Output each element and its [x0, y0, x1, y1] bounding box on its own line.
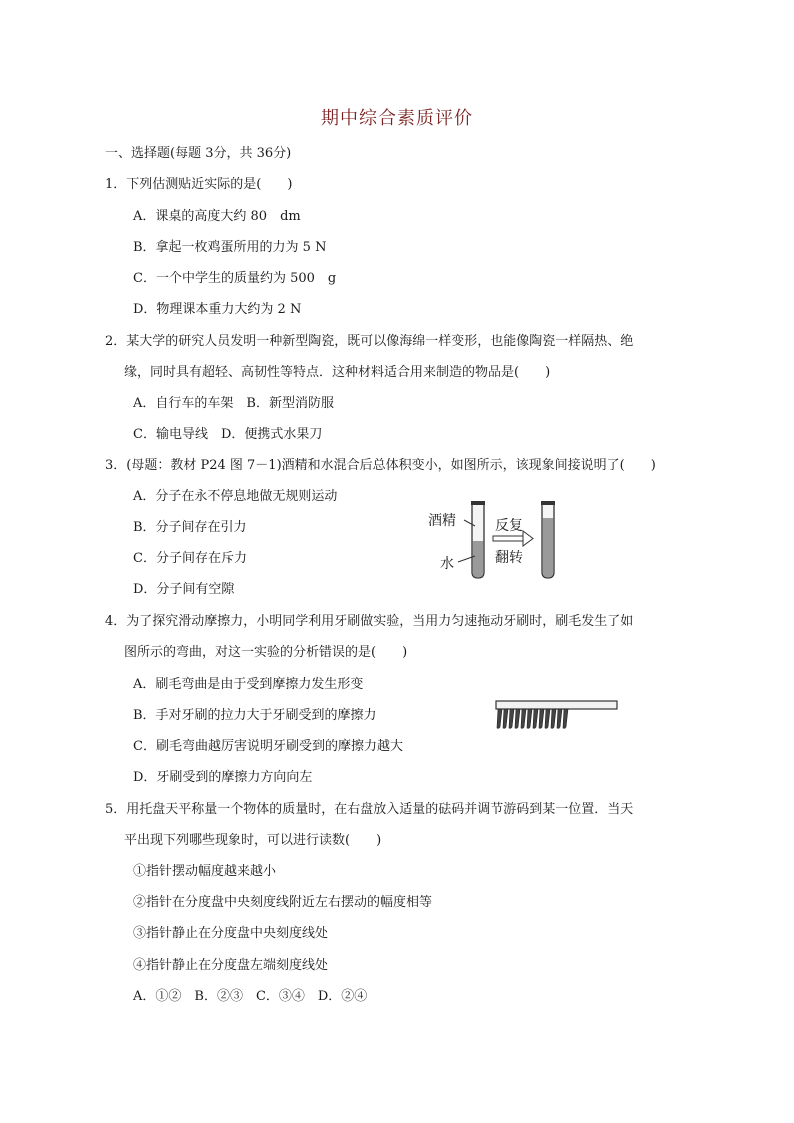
question-4-stem-line2: 图所示的弯曲，对这一实验的分析错误的是( ): [124, 645, 408, 660]
page-title: 期中综合素质评价: [321, 108, 473, 129]
question-3-option-b: B．分子间存在引力: [133, 520, 247, 535]
question-1-option-c: C．一个中学生的质量约为 500 g: [133, 271, 337, 286]
arrow-bottom-label: 翻转: [495, 550, 523, 566]
question-2-stem-line2: 缘，同时具有超轻、高韧性等特点．这种材料适合用来制造的物品是( ): [124, 365, 551, 380]
alcohol-label: 酒精: [428, 513, 456, 529]
question-5-stem-line1: 5．用托盘天平称量一个物体的质量时，在右盘放入适量的砝码并调节游码到某一位置．当天: [105, 802, 634, 817]
question-3-stem: 3．(母题：教材 P24 图 7－1)酒精和水混合后总体积变小，如图所示，该现象间接说明了( ): [105, 458, 656, 473]
question-4-option-c: C．刷毛弯曲越厉害说明牙刷受到的摩擦力越大: [133, 739, 403, 754]
water-label: 水: [440, 556, 454, 572]
question-1-option-d: D．物理课本重力大约为 2 N: [133, 302, 302, 317]
question-2-stem-line1: 2．某大学的研究人员发明一种新型陶瓷，既可以像海绵一样变形，也能像陶瓷一样隔热、绝: [105, 334, 634, 349]
question-1-stem: 1．下列估测贴近实际的是( ): [105, 177, 293, 192]
question-3-option-a: A．分子在永不停息地做无规则运动: [133, 489, 338, 504]
question-4-option-b: B．手对牙刷的拉力大于牙刷受到的摩擦力: [133, 708, 377, 723]
question-5-statement-2: ②指针在分度盘中央刻度线附近左右摆动的幅度相等: [133, 895, 433, 910]
question-2-options-ab: A．自行车的车架 B．新型消防服: [133, 396, 334, 411]
question-1-option-b: B．拿起一枚鸡蛋所用的力为 5 N: [133, 240, 327, 255]
question-1-option-a: A．课桌的高度大约 80 dm: [133, 209, 301, 224]
question-5-statement-4: ④指针静止在分度盘左端刻度线处: [133, 958, 329, 973]
question-4-option-d: D．牙刷受到的摩擦力方向向左: [133, 770, 313, 785]
arrow-top-label: 反复: [495, 518, 523, 534]
question-4-stem-line1: 4．为了探究滑动摩擦力，小明同学利用牙刷做实验，当用力匀速拖动牙刷时，刷毛发生了如: [105, 614, 634, 629]
question-5-statement-1: ①指针摆动幅度越来越小: [133, 864, 277, 879]
question-5-stem-line2: 平出现下列哪些现象时，可以进行读数( ): [124, 833, 382, 848]
question-5-statement-3: ③指针静止在分度盘中央刻度线处: [133, 926, 329, 941]
question-2-options-cd: C．输电导线 D．便携式水果刀: [133, 427, 323, 442]
question-3-option-c: C．分子间存在斥力: [133, 551, 247, 566]
test-tube-figure: [420, 498, 580, 583]
question-5-options: A．①② B．②③ C．③④ D．②④: [133, 989, 368, 1004]
question-4-option-a: A．刷毛弯曲是由于受到摩擦力发生形变: [133, 677, 364, 692]
toothbrush-figure: [493, 698, 621, 732]
question-3-option-d: D．分子间有空隙: [133, 582, 235, 597]
section-heading: 一、选择题(每题 3分，共 36分): [105, 146, 292, 161]
